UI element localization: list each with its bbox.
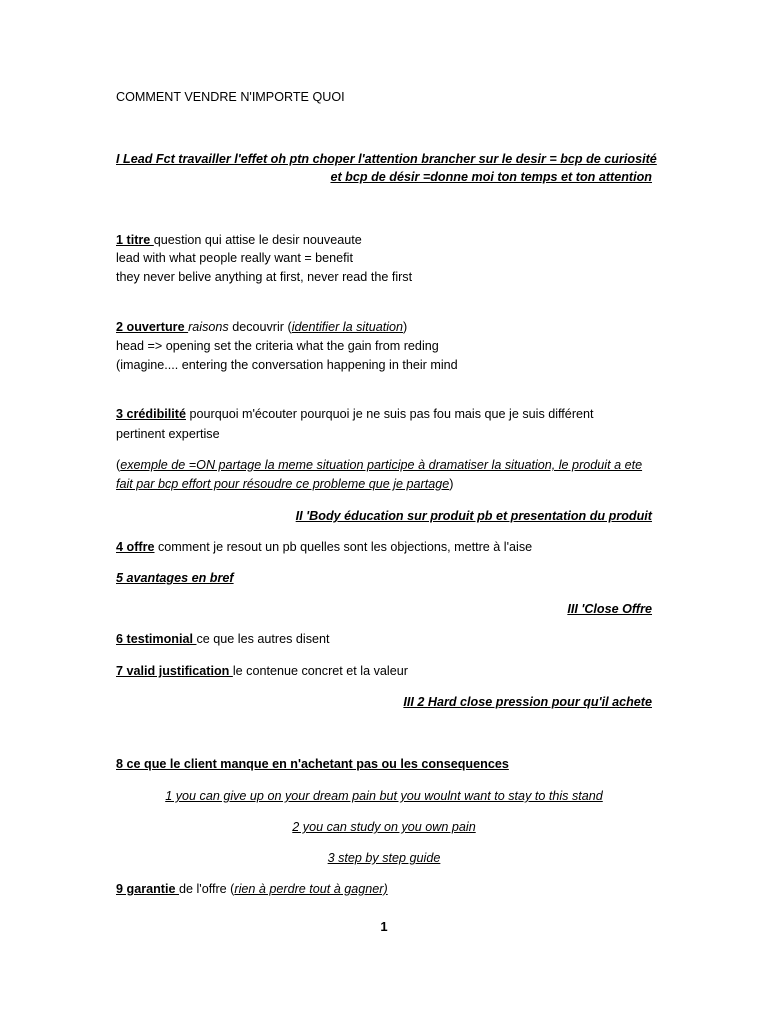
section-7-text: le contenue concret et la valeur bbox=[232, 664, 408, 678]
section-2-underlined: identifier la situation bbox=[291, 320, 404, 334]
section-4-text: comment je resout un pb quelles sont les objections, mettre à l'aise bbox=[154, 540, 533, 554]
section-7-heading: 7 valid justification bbox=[116, 664, 233, 678]
page-number: 1 bbox=[380, 919, 388, 934]
section-1-line-1 bbox=[116, 231, 652, 249]
section-3-text: pourquoi m'écouter pourquoi je ne suis pas fou mais que je suis différent bbox=[186, 407, 594, 421]
section-5-heading: 5 avantages en bref bbox=[116, 571, 234, 585]
section-9-underlined: rien à perdre tout à gagner) bbox=[234, 882, 388, 896]
section-1-line-3: they never belive anything at first, never read the first bbox=[116, 270, 413, 284]
section-1-heading: 1 titre bbox=[116, 233, 154, 247]
close-heading: III 'Close Offre bbox=[567, 602, 652, 616]
section-8-item-2: 2 you can study on you own pain bbox=[292, 820, 476, 834]
section-1-line-2: lead with what people really want = benefit bbox=[116, 251, 353, 265]
section-2-line-2: head => opening set the criteria what the gain from reding bbox=[116, 339, 439, 353]
section-9-text: de l'offre ( bbox=[179, 882, 235, 896]
section-8-item-3: 3 step by step guide bbox=[327, 851, 441, 865]
section-2-line-1 bbox=[116, 318, 652, 336]
section-7-line bbox=[116, 662, 652, 680]
lead-line-2: et bcp de désir =donne moi ton temps et ton attention bbox=[330, 170, 652, 184]
section-2-close: ) bbox=[403, 320, 408, 334]
section-6-text: ce que les autres disent bbox=[196, 632, 330, 646]
section-2-line-3: (imagine.... entering the conversation happening in their mind bbox=[116, 358, 458, 372]
section-4-line bbox=[116, 538, 652, 556]
document-title: COMMENT VENDRE N'IMPORTE QUOI bbox=[116, 90, 345, 104]
section-3-line-1 bbox=[116, 405, 652, 423]
section-9-line bbox=[116, 880, 652, 898]
body-heading: II 'Body éducation sur produit pb et presentation du produit bbox=[295, 509, 652, 523]
lead-line-1: I Lead Fct travailler l'effet oh ptn choper l'attention brancher sur le desir = bcp de curiosité bbox=[116, 152, 657, 166]
section-3-heading: 3 crédibilité bbox=[116, 407, 186, 421]
section-2-italic: raisons bbox=[188, 320, 229, 334]
section-3-example-open: ( bbox=[116, 458, 121, 472]
section-3-line-2: pertinent expertise bbox=[116, 427, 220, 441]
hard-close-heading: III 2 Hard close pression pour qu'il achete bbox=[403, 695, 652, 709]
section-1-text: question qui attise le desir nouveaute bbox=[153, 233, 362, 247]
section-3-example-text: exemple de =ON partage la meme situation participe à dramatiser la situation, le produit a ete fait par bcp effort pour résoudre ce probleme que je partage bbox=[116, 458, 643, 491]
section-6-heading: 6 testimonial bbox=[116, 632, 197, 646]
section-8-item-1: 1 you can give up on your dream pain but you woulnt want to stay to this stand bbox=[165, 789, 603, 803]
section-6-line bbox=[116, 630, 652, 648]
section-4-heading: 4 offre bbox=[116, 540, 155, 554]
section-9-heading: 9 garantie bbox=[116, 882, 179, 896]
section-3-example bbox=[116, 456, 652, 494]
section-3-example-close: ) bbox=[449, 477, 454, 491]
section-2-text: decouvrir ( bbox=[228, 320, 292, 334]
section-8-heading: 8 ce que le client manque en n'achetant pas ou les consequences bbox=[116, 757, 509, 771]
section-2-heading: 2 ouverture bbox=[116, 320, 189, 334]
